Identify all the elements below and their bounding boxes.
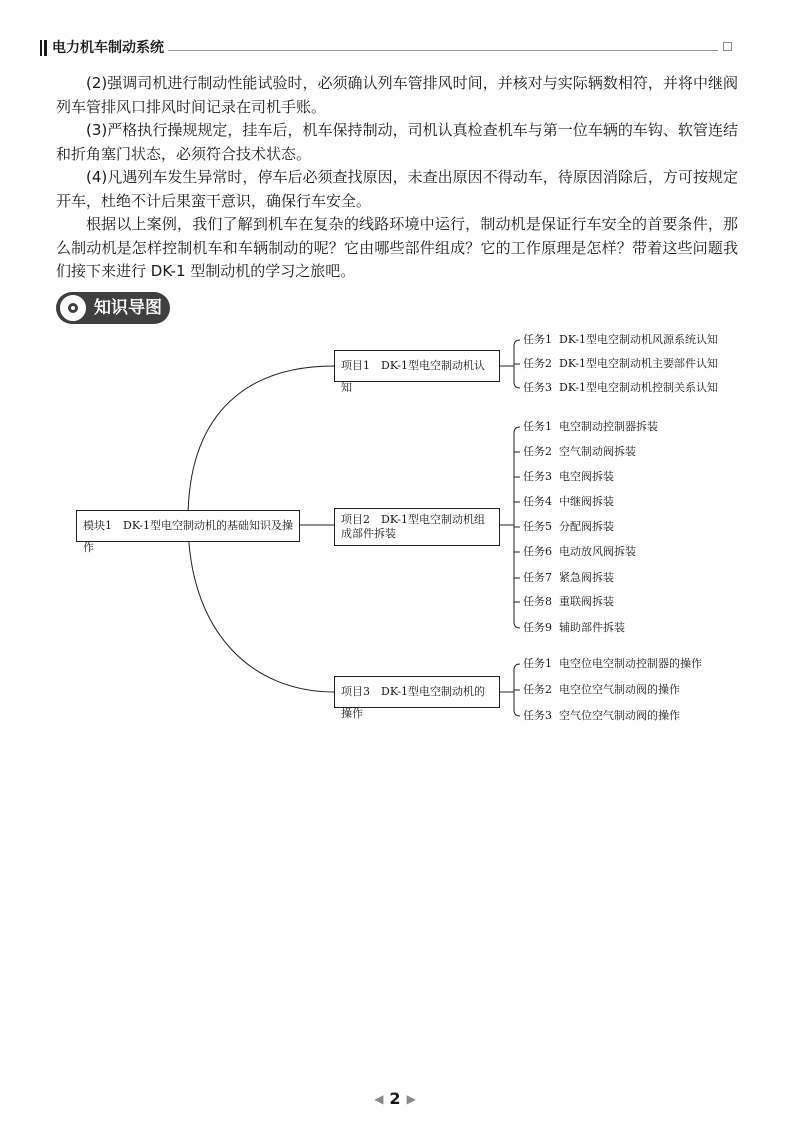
task-label: DK-1型电空制动机控制关系认知	[559, 381, 718, 394]
task-number: 任务5	[523, 520, 552, 533]
task-item	[523, 520, 614, 534]
task-label: DK-1型电空制动机风源系统认知	[559, 333, 718, 346]
body-text	[56, 72, 738, 284]
prev-triangle-icon: ◀	[374, 1092, 384, 1106]
task-number: 任务3	[523, 470, 552, 483]
task-item	[523, 381, 718, 395]
task-number: 任务1	[523, 420, 552, 433]
task-label: 紧急阀拆装	[559, 571, 614, 584]
page-number: 2	[389, 1089, 401, 1108]
project-box	[334, 676, 500, 720]
task-number: 任务2	[523, 445, 552, 458]
task-item	[523, 420, 658, 434]
project-box	[334, 508, 500, 546]
task-number: 任务7	[523, 571, 552, 584]
task-number: 任务4	[523, 495, 552, 508]
task-number: 任务2	[523, 683, 552, 696]
task-label: 电空阀拆装	[559, 470, 614, 483]
task-item	[523, 571, 614, 585]
project-label: 项目2 DK-1型电空制动机组成部件拆装	[341, 513, 485, 540]
paragraph: (3)严格执行操规规定，挂车后，机车保持制动，司机认真检查机车与第一位车辆的车钩、软管连结和折角塞门状态，必须符合技术状态。	[56, 121, 738, 163]
module-label: 模块1 DK-1型电空制动机的基础知识及操作	[83, 519, 293, 554]
knowledge-map-badge	[56, 292, 170, 324]
task-number: 任务3	[523, 709, 552, 722]
paragraph: (4)凡遇列车发生异常时，停车后必须查找原因，未查出原因不得动车，待原因消除后，方可按规定开车，杜绝不计后果蛮干意识，确保行车安全。	[56, 168, 738, 210]
task-number: 任务3	[523, 381, 552, 394]
task-item	[523, 357, 718, 371]
task-label: 电空位电空制动控制器的操作	[559, 657, 702, 670]
module-box	[76, 510, 300, 554]
task-item	[523, 595, 614, 609]
task-item	[523, 657, 702, 671]
header-rule	[168, 50, 718, 51]
task-label: 辅助部件拆装	[559, 621, 625, 634]
task-item	[523, 545, 636, 559]
task-number: 任务8	[523, 595, 552, 608]
task-label: 空气制动阀拆装	[559, 445, 636, 458]
task-label: 重联阀拆装	[559, 595, 614, 608]
paragraph: (2)强调司机进行制动性能试验时，必须确认列车管排风时间，并核对与实际辆数相符，并将中继阀列车管排风口排风时间记录在司机手账。	[56, 74, 738, 116]
task-item	[523, 495, 614, 509]
project-label: 项目3 DK-1型电空制动机的操作	[341, 685, 485, 720]
page-number-footer	[0, 1089, 790, 1108]
header-bars-icon	[40, 40, 48, 56]
target-icon	[58, 293, 88, 323]
task-label: DK-1型电空制动机主要部件认知	[559, 357, 718, 370]
project-box	[334, 350, 500, 394]
task-label: 空气位空气制动阀的操作	[559, 709, 680, 722]
next-triangle-icon: ▶	[406, 1092, 416, 1106]
corner-mark-icon	[723, 42, 732, 51]
task-number: 任务9	[523, 621, 552, 634]
project-label: 项目1 DK-1型电空制动机认知	[341, 359, 485, 394]
task-item	[523, 445, 636, 459]
knowledge-map-badge-label: 知识导图	[94, 298, 162, 318]
task-item	[523, 470, 614, 484]
task-label: 电动放风阀拆装	[559, 545, 636, 558]
task-item	[523, 333, 718, 347]
task-number: 任务6	[523, 545, 552, 558]
paragraph: 根据以上案例，我们了解到机车在复杂的线路环境中运行，制动机是保证行车安全的首要条件，那么制动机是怎样控制机车和车辆制动的呢？它由哪些部件组成？它的工作原理是怎样？带着这些问题我们接下来进行 DK-1 型制动机的学习之旅吧。	[56, 215, 738, 280]
header-title: 电力机车制动系统	[52, 40, 164, 56]
task-label: 中继阀拆装	[559, 495, 614, 508]
task-item	[523, 621, 625, 635]
knowledge-map-diagram	[0, 330, 790, 740]
task-label: 电空位空气制动阀的操作	[559, 683, 680, 696]
running-header	[40, 38, 740, 58]
task-label: 电空制动控制器拆装	[559, 420, 658, 433]
task-number: 任务1	[523, 657, 552, 670]
task-item	[523, 683, 680, 697]
task-label: 分配阀拆装	[559, 520, 614, 533]
task-number: 任务1	[523, 333, 552, 346]
task-number: 任务2	[523, 357, 552, 370]
task-item	[523, 709, 680, 723]
